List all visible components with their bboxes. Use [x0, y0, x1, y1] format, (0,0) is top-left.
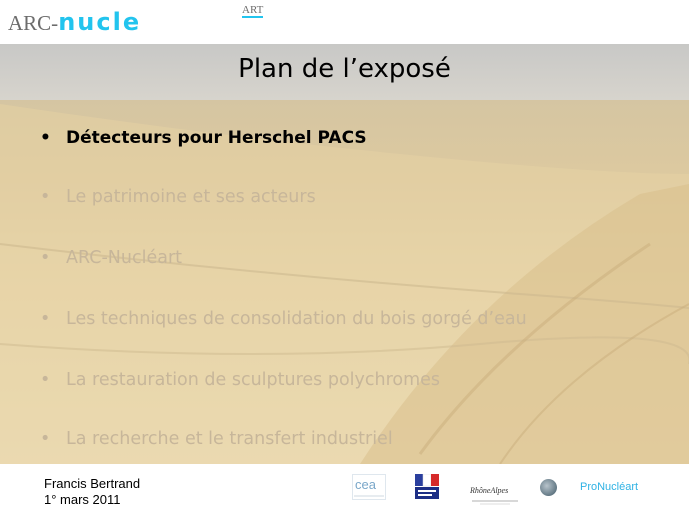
bullet-text: Le patrimoine et ses acteurs [66, 187, 316, 207]
rhone-alpes-logo [470, 478, 520, 498]
bullet-text: La restauration de sculptures polychromes [66, 370, 441, 390]
bullet-item [40, 187, 316, 207]
author-name: Francis Bertrand [44, 476, 141, 491]
logo-art-text: ART [242, 4, 264, 16]
ministry-logo [415, 474, 439, 504]
bullet-dot-icon: • [40, 187, 51, 207]
bullet-dot-icon: • [40, 309, 51, 329]
bullet-dot-icon: • [40, 128, 51, 148]
bullet-text: ARC-Nucléart [66, 248, 183, 268]
rhone-alpes-logo-text: RhôneAlpes [470, 486, 509, 495]
logo-nucle-text: nucle [58, 8, 142, 36]
bullet-dot-icon: • [40, 248, 51, 268]
cea-logo [352, 474, 386, 500]
slide-content [0, 44, 689, 464]
arc-nucleart-logo [8, 4, 264, 36]
bullet-item [40, 248, 182, 268]
header [0, 0, 689, 44]
slide-title: Plan de l’exposé [238, 54, 451, 84]
globe-icon [540, 479, 557, 496]
logo-arc-text: ARC- [8, 11, 59, 35]
bullet-item [40, 128, 367, 148]
bullet-dot-icon: • [40, 370, 51, 390]
author-info [44, 476, 140, 508]
footer [0, 464, 689, 517]
bullet-item [40, 309, 527, 329]
bullet-text: Détecteurs pour Herschel PACS [66, 128, 367, 148]
pronucleart-logo-text: ProNucléart [580, 481, 639, 493]
bullet-text: La recherche et le transfert industriel [66, 429, 393, 449]
bullet-dot-icon: • [40, 429, 51, 449]
bullet-text: Les techniques de consolidation du bois gorgé d’eau [66, 309, 527, 329]
cea-logo-text: cea [355, 477, 376, 492]
bullet-item [40, 370, 440, 390]
bullet-item [40, 429, 393, 449]
presentation-date: 1° mars 2011 [44, 492, 121, 507]
